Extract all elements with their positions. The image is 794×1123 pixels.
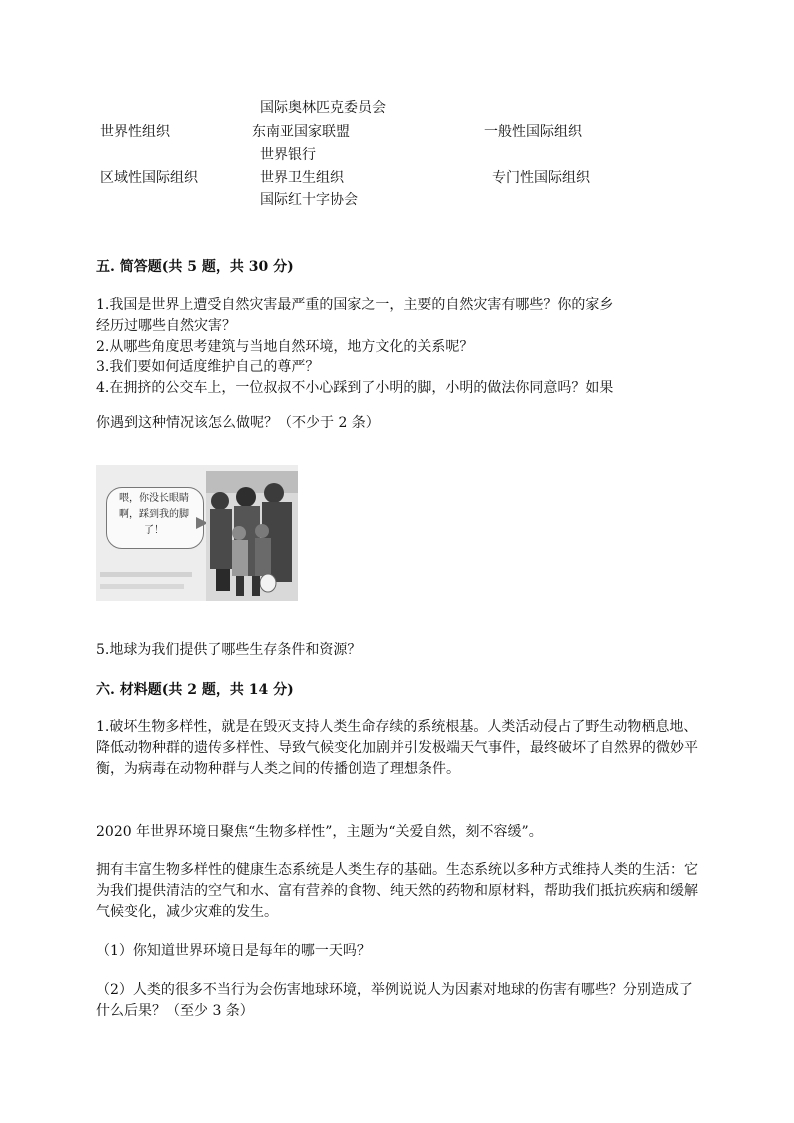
match-right-item-2: 专门性国际组织: [492, 170, 590, 186]
match-middle-item-1: 国际奥林匹克委员会: [260, 100, 386, 116]
match-left-item-1: 世界性组织: [100, 124, 170, 140]
match-left-item-2: 区域性国际组织: [100, 170, 198, 186]
bus-scene-image: [96, 465, 298, 601]
section5-q4-line2: 你遇到这种情况该怎么做呢？（不少于 2 条）: [96, 415, 380, 431]
section6-material-paragraph-1: 1.破坏生物多样性，就是在毁灭支持人类生命存续的系统根基。人类活动侵占了野生动物栖息地、降低动物种群的遗传多样性、导致气候变化加剧并引发极端天气事件，最终破坏了自然界的微妙平衡，为病毒在动物种群与人类之间的传播创造了理想条件。: [96, 719, 698, 777]
section6-subquestion-2: （2）人类的很多不当行为会伤害地球环境，举例说说人为因素对地球的伤害有哪些？分别造成了什么后果？（至少 3 条）: [96, 982, 693, 1019]
section6-material-paragraph-2: 2020 年世界环境日聚焦“生物多样性”，主题为“关爱自然，刻不容缓”。: [96, 824, 543, 840]
section5-q4-line1: 4.在拥挤的公交车上，一位叔叔不小心踩到了小明的脚，小明的做法你同意吗？如果: [96, 380, 614, 396]
match-middle-item-2: 东南亚国家联盟: [252, 124, 350, 140]
faded-caption-lines: [98, 568, 198, 594]
speech-bubble-text: 喂，你没长眼睛啊，踩到我的脚了！: [119, 493, 189, 536]
section5-q2: 2.从哪些角度思考建筑与当地自然环境，地方文化的关系呢？: [96, 339, 474, 355]
section5-q3: 3.我们要如何适度维护自己的尊严？: [96, 359, 320, 375]
section6-subquestion-1: （1）你知道世界环境日是每年的哪一天吗？: [96, 943, 371, 959]
section6-material-paragraph-3: 拥有丰富生物多样性的健康生态系统是人类生存的基础。生态系统以多种方式维持人类的生活：它为我们提供清洁的空气和水、富有营养的食物、纯天然的药物和原材料，帮助我们抵抗疾病和缓解气候变化，减少灾难的发生。: [96, 862, 698, 920]
match-middle-item-4: 世界卫生组织: [260, 170, 344, 186]
section5-heading: 五. 简答题(共 5 题，共 30 分): [96, 259, 294, 275]
section5-q5: 5.地球为我们提供了哪些生存条件和资源？: [96, 642, 362, 658]
section5-q1-line1: 1.我国是世界上遭受自然灾害最严重的国家之一，主要的自然灾害有哪些？你的家乡: [96, 297, 614, 313]
match-middle-item-3: 世界银行: [260, 147, 316, 163]
section5-q1-line2: 经历过哪些自然灾害？: [96, 318, 236, 334]
match-right-item-1: 一般性国际组织: [484, 124, 582, 140]
crowd-illustration: [206, 471, 298, 601]
match-middle-item-5: 国际红十字协会: [260, 192, 358, 208]
section6-heading: 六. 材料题(共 2 题，共 14 分): [96, 682, 294, 698]
